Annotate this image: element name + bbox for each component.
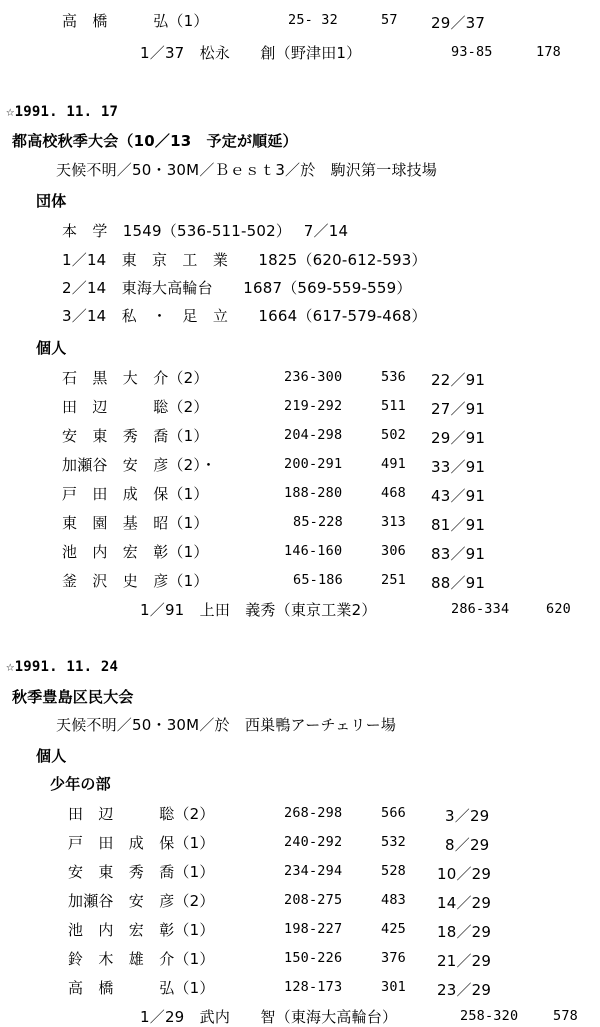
result-row-ikeuchi-1-text: 146-160 (284, 543, 343, 559)
result-row-tanabe-1-text: 27／91 (431, 400, 486, 418)
result-row-tanabe-2-text: 268-298 (284, 805, 343, 821)
result-row-ando-2-text: 安 東 秀 喬（1） (68, 863, 215, 881)
result-row-tanabe-1-text: 511 (381, 398, 406, 414)
result-row-toda-1-text: 戸 田 成 保（1） (62, 485, 209, 503)
team-row-shi-adachi-text: 3／14 私 ・ 足 立 1664（617-579-468） (62, 307, 427, 325)
result-row-ando-1-text: 502 (381, 427, 406, 443)
result-row-ando-2-text: 528 (381, 863, 406, 879)
section-team-text: 団体 (36, 192, 67, 210)
date-heading-1991-11-24-text: ☆1991. 11. 24 (6, 659, 119, 675)
result-row-takahashi-2-text: 高 橋 弘（1） (68, 979, 215, 997)
result-row-tanabe-2-text: 田 辺 聡（2） (68, 805, 215, 823)
result-row-toda-2-text: 戸 田 成 保（1） (68, 834, 215, 852)
event-conditions-text: 天候不明／50・30M／Ｂｅｓｔ3／於 駒沢第一球技場 (56, 161, 438, 179)
result-row-toda-1-text: 188-280 (284, 485, 343, 501)
result-row-higashizono-text: 81／91 (431, 516, 486, 534)
event-title-tokyo-autumn-text: 都高校秋季大会（10／13 予定が順延） (12, 132, 298, 150)
result-row-toda-2-text: 240-292 (284, 834, 343, 850)
result-row-toda-2-text: 532 (381, 834, 406, 850)
date-heading-1991-11-17-text: ☆1991. 11. 17 (6, 104, 119, 120)
result-row-kaseya-2-text: 14／29 (437, 894, 492, 912)
section-youth-text: 少年の部 (50, 775, 111, 793)
result-row-takeuchi-text: 578 (553, 1008, 578, 1024)
result-row-ikeuchi-2-text: 池 内 宏 彰（1） (68, 921, 215, 939)
result-row-kaseya-1-text: 33／91 (431, 458, 486, 476)
result-row-kaseya-1-text: 加瀬谷 安 彦（2）・ (62, 456, 217, 474)
result-row-kamazawa-text: 65-186 (293, 572, 343, 588)
result-row-kaseya-2-text: 加瀬谷 安 彦（2） (68, 892, 215, 910)
result-row-ueda-text: 620 (546, 601, 571, 617)
result-row-tanabe-2-text: 566 (381, 805, 406, 821)
result-row-ueda-text: 286-334 (451, 601, 510, 617)
result-row-takahashi-text: 高 橋 弘（1） (62, 12, 209, 30)
result-row-tanabe-2-text: 3／29 (445, 807, 490, 825)
result-row-ando-2-text: 234-294 (284, 863, 343, 879)
result-row-matsunaga-text: 178 (536, 44, 561, 60)
result-row-ando-1-text: 29／91 (431, 429, 486, 447)
result-row-takahashi-2-text: 301 (381, 979, 406, 995)
result-row-ikeuchi-2-text: 198-227 (284, 921, 343, 937)
result-row-ueda-text: 1／91 上田 義秀（東京工業2） (140, 601, 377, 619)
result-row-takahashi-2-text: 128-173 (284, 979, 343, 995)
result-row-ikeuchi-2-text: 425 (381, 921, 406, 937)
result-row-ikeuchi-1-text: 306 (381, 543, 406, 559)
result-row-matsunaga-text: 93-85 (451, 44, 493, 60)
result-row-toda-2-text: 8／29 (445, 836, 490, 854)
event-conditions-2-text: 天候不明／50・30M／於 西巣鴨アーチェリー場 (56, 716, 397, 734)
result-row-toda-1-text: 43／91 (431, 487, 486, 505)
result-row-higashizono-text: 313 (381, 514, 406, 530)
section-individual-1-text: 個人 (36, 339, 67, 357)
result-row-ikeuchi-1-text: 83／91 (431, 545, 486, 563)
result-row-kaseya-2-text: 483 (381, 892, 406, 908)
result-row-ishiguro-text: 236-300 (284, 369, 343, 385)
result-row-higashizono-text: 東 園 基 昭（1） (62, 514, 209, 532)
result-row-matsunaga-text: 1／37 松永 創（野津田1） (140, 44, 362, 62)
result-row-suzuki-text: 376 (381, 950, 406, 966)
team-row-tokyo-kogyo-text: 1／14 東 京 工 業 1825（620-612-593） (62, 251, 427, 269)
result-row-suzuki-text: 21／29 (437, 952, 492, 970)
result-row-kamazawa-text: 釜 沢 史 彦（1） (62, 572, 209, 590)
result-row-takahashi-text: 25- 32 (288, 12, 338, 28)
result-row-takeuchi-text: 1／29 武内 智（東海大高輪台） (140, 1008, 398, 1026)
result-row-ishiguro-text: 石 黒 大 介（2） (62, 369, 209, 387)
result-row-kamazawa-text: 251 (381, 572, 406, 588)
team-row-tokai-takanawa-text: 2／14 東海大高輪台 1687（569-559-559） (62, 279, 412, 297)
result-row-ishiguro-text: 22／91 (431, 371, 486, 389)
result-row-kamazawa-text: 88／91 (431, 574, 486, 592)
result-row-higashizono-text: 85-228 (293, 514, 343, 530)
result-row-ando-1-text: 204-298 (284, 427, 343, 443)
result-row-kaseya-1-text: 200-291 (284, 456, 343, 472)
result-row-ikeuchi-2-text: 18／29 (437, 923, 492, 941)
result-row-tanabe-1-text: 219-292 (284, 398, 343, 414)
result-row-ishiguro-text: 536 (381, 369, 406, 385)
result-row-takeuchi-text: 258-320 (460, 1008, 519, 1024)
result-row-takahashi-text: 29／37 (431, 14, 486, 32)
result-row-toda-1-text: 468 (381, 485, 406, 501)
result-row-ando-2-text: 10／29 (437, 865, 492, 883)
section-individual-2-text: 個人 (36, 747, 67, 765)
result-row-takahashi-2-text: 23／29 (437, 981, 492, 999)
team-row-honsyu-text: 本 学 1549（536-511-502） 7／14 (62, 222, 349, 240)
event-title-toshima-text: 秋季豊島区民大会 (12, 688, 134, 706)
result-row-ando-1-text: 安 東 秀 喬（1） (62, 427, 209, 445)
result-row-kaseya-2-text: 208-275 (284, 892, 343, 908)
result-row-suzuki-text: 150-226 (284, 950, 343, 966)
result-row-tanabe-1-text: 田 辺 聡（2） (62, 398, 209, 416)
result-row-suzuki-text: 鈴 木 雄 介（1） (68, 950, 215, 968)
result-row-takahashi-text: 57 (381, 12, 398, 28)
result-row-ikeuchi-1-text: 池 内 宏 彰（1） (62, 543, 209, 561)
result-row-kaseya-1-text: 491 (381, 456, 406, 472)
